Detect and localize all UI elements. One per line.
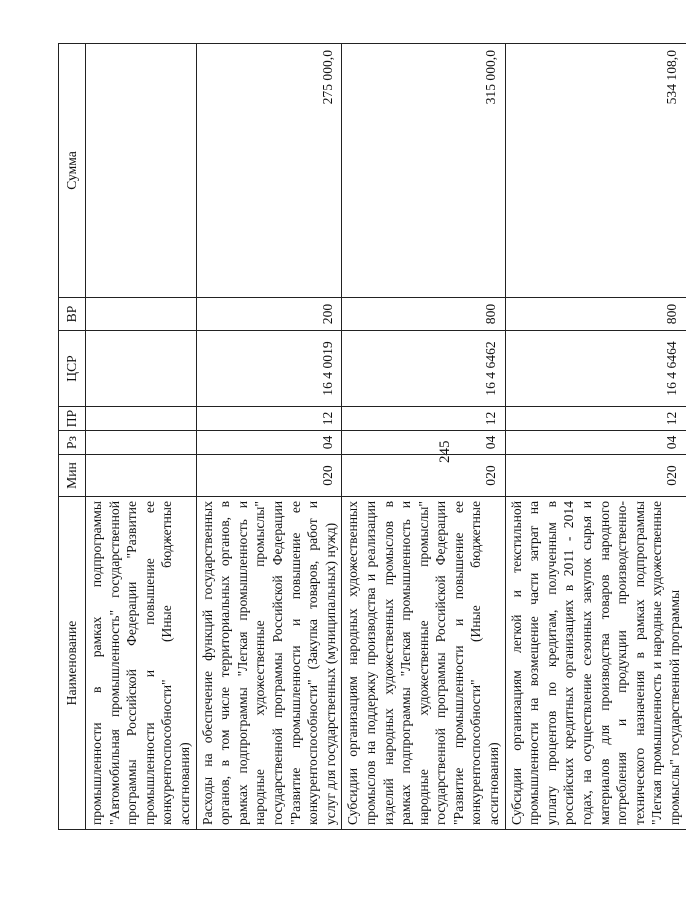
header-rz: Рз xyxy=(59,431,86,455)
row-vr: 800 xyxy=(505,298,685,331)
table-row xyxy=(86,44,197,830)
row-name: Расходы на обеспечение функций государственных органов, в том числе территориальных органов, в рамках подпрограммы "Легкая промышленность и народные художественные промыслы" государственной программы Российской Федерации "Развитие промышленности и повышение ее конкурентоспособности" (Закупка товаров, работ и услуг для государственных (муниципальных) нужд) xyxy=(196,497,342,830)
row-csr: 16 4 6462 xyxy=(342,331,505,407)
row-pr: 12 xyxy=(342,407,505,431)
row-sum: 275 000,0 xyxy=(196,44,342,298)
row-sum: 315 000,0 xyxy=(342,44,505,298)
table-row xyxy=(196,44,342,830)
table-row xyxy=(342,44,505,830)
row-name: промышленности в рамках подпрограммы "Автомобильная промышленность" государственной программы Российской Федерации "Развитие промышленности и повышение ее конкурентоспособности" (Иные бюджетные ассигнования) xyxy=(86,497,197,830)
header-name: Наименование xyxy=(59,497,86,830)
row-csr: 16 4 0019 xyxy=(196,331,342,407)
row-rz: 04 xyxy=(342,431,505,455)
row-sum: 534 108,0 xyxy=(505,44,685,298)
header-vr: ВР xyxy=(59,298,86,331)
row-min xyxy=(86,455,197,497)
row-min: 020 xyxy=(505,455,685,497)
row-vr: 800 xyxy=(342,298,505,331)
row-rz: 04 xyxy=(505,431,685,455)
header-pr: ПР xyxy=(59,407,86,431)
row-vr xyxy=(86,298,197,331)
row-pr xyxy=(86,407,197,431)
row-pr: 12 xyxy=(196,407,342,431)
page-number: 245 xyxy=(437,440,453,463)
header-min: Мин xyxy=(59,455,86,497)
row-pr: 12 xyxy=(505,407,685,431)
row-csr: 16 4 6464 xyxy=(505,331,685,407)
table-row xyxy=(505,44,685,830)
row-rz: 04 xyxy=(196,431,342,455)
header-sum: Сумма xyxy=(59,44,86,298)
budget-table xyxy=(58,43,686,830)
row-min: 020 xyxy=(342,455,505,497)
header-csr: ЦСР xyxy=(59,331,86,407)
row-csr xyxy=(86,331,197,407)
row-vr: 200 xyxy=(196,298,342,331)
row-min: 020 xyxy=(196,455,342,497)
row-name: Субсидии организациям легкой и текстильной промышленности на возмещение части затрат на уплату процентов по кредитам, полученным в российских кредитных организациях в 2011 - 2014 годах, на осуществление сезонных закупок сырья и материалов для производства товаров народного потребления и продукции производственно-технического назначения в рамках подпрограммы "Легкая промышленность и народные художественные промыслы" государственной программы xyxy=(505,497,685,830)
row-rz xyxy=(86,431,197,455)
table-header-row xyxy=(59,44,86,830)
row-sum xyxy=(86,44,197,298)
row-name: Субсидии организациям народных художественных промыслов на поддержку производства и реализации изделий народных художественных промыслов в рамках подпрограммы "Легкая промышленность и народные художественные промыслы" государственной программы Российской Федерации "Развитие промышленности и повышение ее конкурентоспособности" (Иные бюджетные ассигнования) xyxy=(342,497,505,830)
